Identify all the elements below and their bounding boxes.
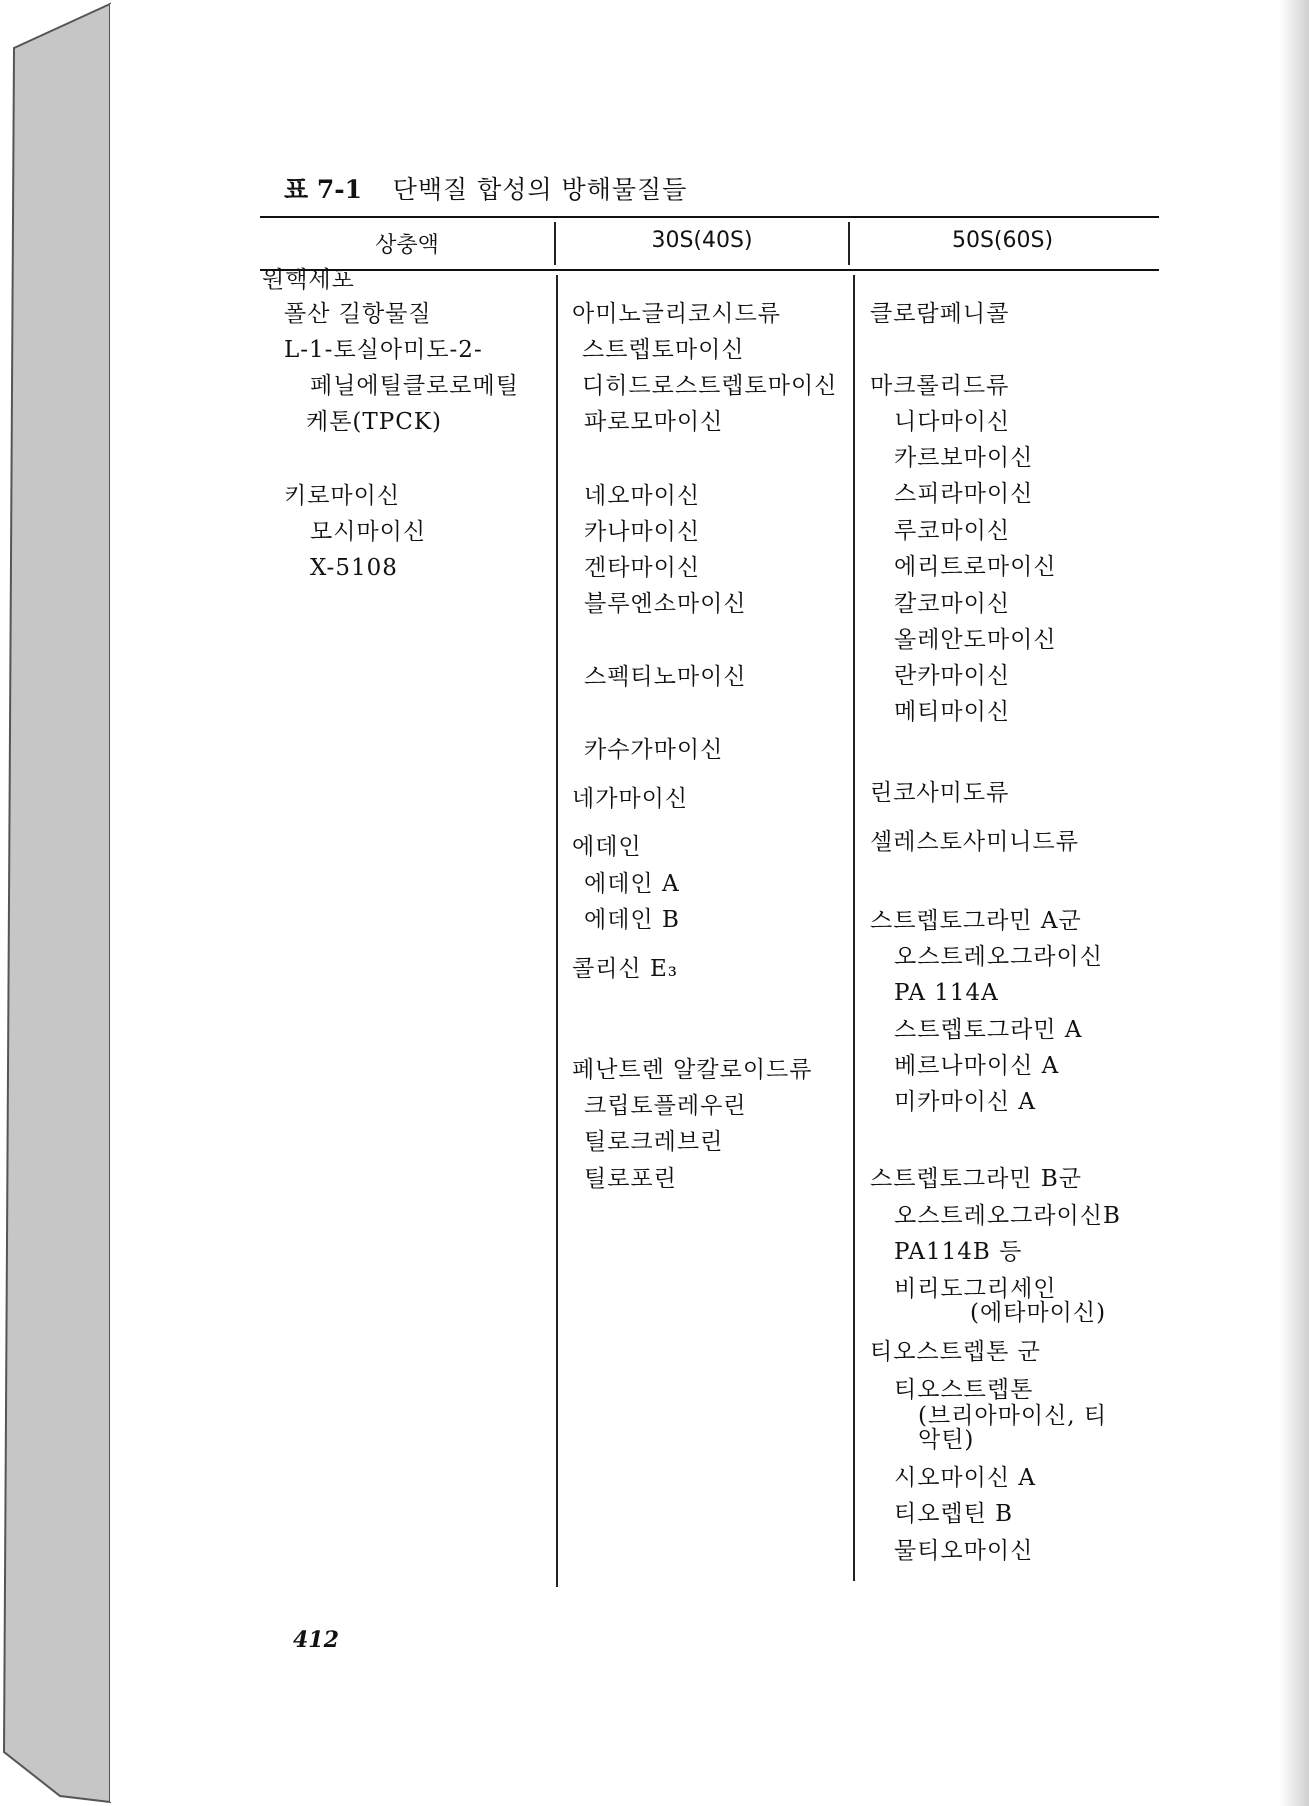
col1-entry: 원핵세포	[262, 267, 355, 293]
col3-entry: 티오렙틴 B	[894, 1501, 1014, 1527]
col2-entry: 스펙티노마이신	[584, 664, 747, 690]
col1-entry: 폴산 길항물질	[284, 301, 432, 327]
col2-entry: 아미노글리코시드류	[572, 301, 781, 327]
col2-entry: 스트렙토마이신	[582, 337, 745, 363]
table-header-rule	[260, 269, 1159, 271]
col1-entry: 키로마이신	[284, 483, 401, 509]
col3-entry: 스피라마이신	[894, 481, 1034, 507]
col3-entry: 시오마이신 A	[894, 1465, 1037, 1491]
col3-entry: 비리도그리세인	[894, 1276, 1057, 1302]
col3-entry: PA114B 등	[894, 1239, 1023, 1265]
col2-entry: 에데인 B	[584, 907, 680, 933]
col2-entry: 카나마이신	[584, 519, 701, 545]
col2-entry: 네가마이신	[572, 786, 689, 812]
col3-entry: 셀레스토사미니드류	[870, 829, 1079, 855]
col3-entry: 물티오마이신	[894, 1538, 1034, 1564]
col3-entry: (브리아마이신, 티	[918, 1403, 1108, 1429]
col3-entry: 칼코마이신	[894, 591, 1011, 617]
col2-entry: 에데인 A	[584, 871, 680, 897]
col2-entry: 겐타마이신	[584, 555, 701, 581]
col3-entry: 카르보마이신	[894, 445, 1034, 471]
col3-entry: 미카마이신 A	[894, 1089, 1037, 1115]
col3-entry: 베르나마이신 A	[894, 1053, 1060, 1079]
col2-entry: 틸로크레브린	[584, 1129, 724, 1155]
column-divider-2	[853, 275, 855, 1581]
header-50s: 50S(60S)	[951, 228, 1054, 253]
col3-entry: 메티마이신	[894, 699, 1011, 725]
col1-entry: X-5108	[310, 555, 398, 581]
col2-entry: 페난트렌 알칼로이드류	[572, 1057, 813, 1083]
col2-entry: 디히드로스트렙토마이신	[582, 373, 838, 399]
page-number: 412	[293, 1627, 339, 1653]
col2-entry: 블루엔소마이신	[584, 591, 747, 617]
col3-entry: (에타마이신)	[970, 1300, 1107, 1326]
col1-entry: L-1-토실아미도-2-	[284, 337, 483, 363]
col3-entry: 스트렙토그라민 B군	[870, 1166, 1082, 1192]
table-top-rule	[260, 216, 1159, 218]
col3-entry: 티오스트렙톤	[894, 1377, 1034, 1403]
col3-entry: PA 114A	[894, 980, 999, 1006]
table-title: 단백질 합성의 방해물질들	[392, 175, 688, 204]
col3-entry: 스트렙토그라민 A	[894, 1017, 1083, 1043]
col3-entry: 루코마이신	[894, 518, 1011, 544]
col3-entry: 니다마이신	[894, 409, 1011, 435]
col2-entry: 카수가마이신	[584, 737, 724, 763]
col3-entry: 란카마이신	[894, 663, 1011, 689]
col2-entry: 콜리신 E₃	[572, 956, 678, 982]
col2-entry: 에데인	[572, 834, 642, 860]
col2-entry: 크립토플레우린	[584, 1093, 747, 1119]
col3-entry: 스트렙토그라민 A군	[870, 908, 1082, 934]
col1-entry: 페닐에틸클로로메틸	[310, 373, 519, 399]
col2-entry: 틸로포린	[584, 1166, 677, 1192]
col3-entry: 클로람페니콜	[870, 301, 1010, 327]
header-30s: 30S(40S)	[651, 228, 753, 253]
col3-entry: 에리트로마이신	[894, 554, 1057, 580]
col3-entry: 린코사미도류	[870, 780, 1010, 806]
col3-entry: 오스트레오그라이신	[894, 944, 1103, 970]
col3-entry: 올레안도마이신	[894, 627, 1057, 653]
col3-entry: 오스트레오그라이신B	[894, 1203, 1121, 1229]
col1-entry: 모시마이신	[310, 519, 427, 545]
col3-entry: 티오스트렙톤 군	[870, 1339, 1041, 1365]
page-shadow	[1279, 0, 1309, 1806]
header-cytosol: 상충액	[375, 233, 439, 258]
column-divider-1	[556, 275, 558, 1587]
col2-entry: 네오마이신	[584, 483, 701, 509]
col3-entry: 마크롤리드류	[870, 373, 1010, 399]
table-caption	[284, 170, 687, 206]
col2-entry: 파로모마이신	[584, 409, 724, 435]
col3-entry: 악틴)	[918, 1427, 975, 1453]
table-label: 표 7-1	[284, 175, 363, 204]
col1-entry: 케톤(TPCK)	[306, 409, 442, 435]
